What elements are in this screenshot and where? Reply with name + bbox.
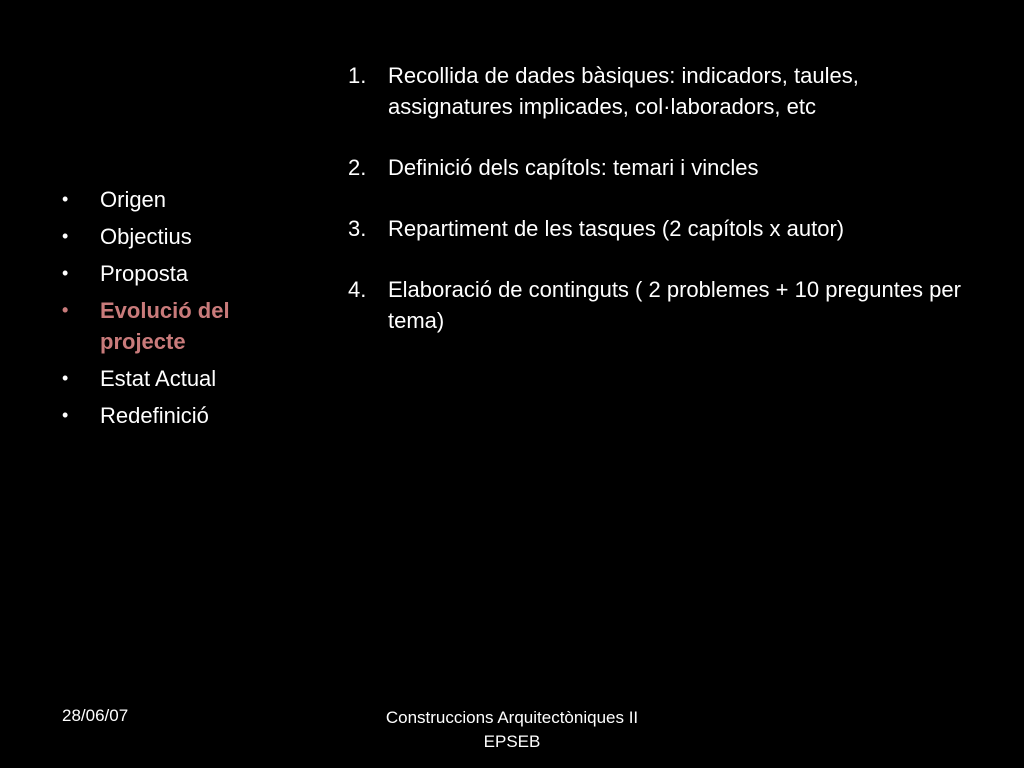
step-item bbox=[348, 60, 968, 122]
steps-list bbox=[348, 60, 968, 366]
step-number: 3. bbox=[348, 216, 367, 241]
section-nav-list bbox=[60, 184, 290, 437]
nav-item-estat-actual bbox=[60, 363, 290, 394]
nav-item-redefinicio bbox=[60, 400, 290, 431]
step-text: Recollida de dades bàsiques: indicadors, taules, assignatures implicades, col·laboradors, etc bbox=[388, 63, 859, 119]
bullet-icon: • bbox=[62, 263, 69, 283]
footer-title bbox=[312, 706, 712, 754]
step-number: 1. bbox=[348, 63, 367, 88]
bullet-icon: • bbox=[62, 226, 69, 246]
bullet-icon: • bbox=[62, 405, 69, 425]
step-item bbox=[348, 274, 968, 336]
step-number: 4. bbox=[348, 277, 367, 302]
nav-item-label: Proposta bbox=[100, 261, 189, 286]
nav-item-label: Objectius bbox=[100, 224, 192, 249]
nav-item-origen bbox=[60, 184, 290, 215]
nav-item-proposta bbox=[60, 258, 290, 289]
nav-item-label: Evolució del projecte bbox=[100, 298, 230, 354]
nav-item-label: Origen bbox=[100, 187, 167, 212]
bullet-icon: • bbox=[62, 300, 69, 320]
footer-course-name: Construccions Arquitectòniques II bbox=[385, 708, 639, 727]
footer-school-name: EPSEB bbox=[483, 732, 541, 751]
bullet-icon: • bbox=[62, 189, 69, 209]
nav-item-objectius bbox=[60, 221, 290, 252]
step-item bbox=[348, 152, 968, 183]
nav-item-label: Estat Actual bbox=[100, 366, 217, 391]
footer-date: 28/06/07 bbox=[62, 706, 129, 725]
step-text: Definició dels capítols: temari i vincles bbox=[388, 155, 759, 180]
step-text: Elaboració de continguts ( 2 problemes + 10 preguntes per tema) bbox=[388, 277, 961, 333]
step-text: Repartiment de les tasques (2 capítols x autor) bbox=[388, 216, 845, 241]
nav-item-label: Redefinició bbox=[100, 403, 209, 428]
step-number: 2. bbox=[348, 155, 367, 180]
step-item bbox=[348, 213, 968, 244]
nav-item-evolucio-current bbox=[60, 295, 290, 357]
bullet-icon: • bbox=[62, 368, 69, 388]
